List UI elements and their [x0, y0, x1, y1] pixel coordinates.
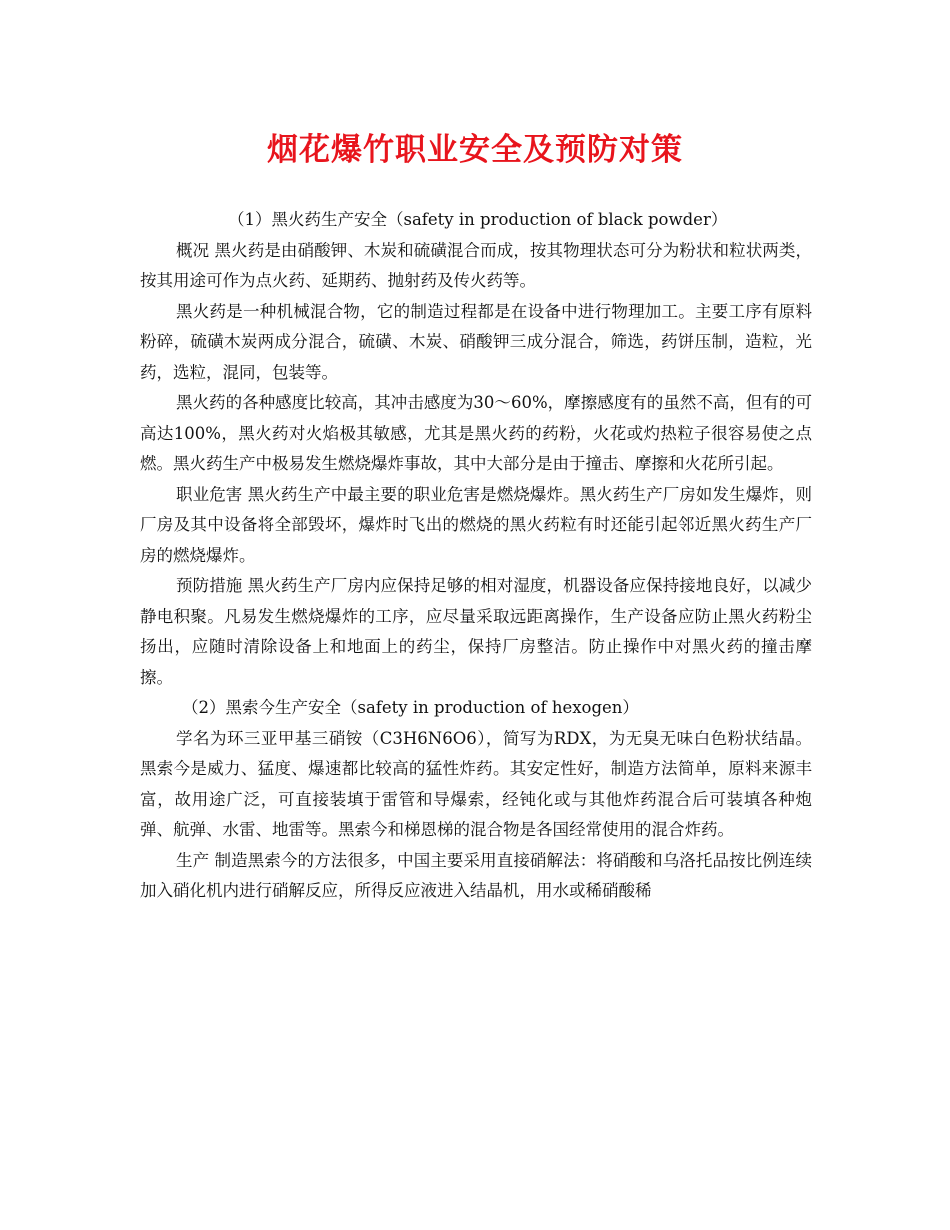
paragraph-sensitivity: 黑火药的各种感度比较高，其冲击感度为30～60%，摩擦感度有的虽然不高，但有的可高达100%，黑火药对火焰极其敏感，尤其是黑火药的药粉，火花或灼热粒子很容易使之点燃。黑火药生产中极易发生燃烧爆炸事故，其中大部分是由于撞击、摩擦和火花所引起。	[140, 393, 812, 473]
paragraph-hexogen-production: 生产 制造黑索今的方法很多，中国主要采用直接硝解法：将硝酸和乌洛托品按比例连续加入硝化机内进行硝解反应，所得反应液进入结晶机，用水或稀硝酸稀	[140, 850, 812, 900]
paragraph-hexogen-intro: 学名为环三亚甲基三硝铵（C3H6N6O6），简写为RDX，为无臭无味白色粉状结晶。黑索今是威力、猛度、爆速都比较高的猛性炸药。其安定性好，制造方法简单，原料来源丰富，故用途广泛，可直接装填于雷管和导爆索，经钝化或与其他炸药混合后可装填各种炮弹、航弹、水雷、地雷等。黑索今和梯恩梯的混合物是各国经常使用的混合炸药。	[140, 728, 812, 839]
document-body	[140, 205, 812, 907]
section-heading-black-powder: （1）黑火药生产安全（safety in production of black powder）	[228, 210, 728, 229]
paragraph-prevention: 预防措施 黑火药生产厂房内应保持足够的相对湿度，机器设备应保持接地良好，以减少静电积聚。凡易发生燃烧爆炸的工序，应尽量采取远距离操作，生产设备应防止黑火药粉尘扬出，应随时清除设备上和地面上的药尘，保持厂房整洁。防止操作中对黑火药的撞击摩擦。	[140, 576, 812, 687]
paragraph-hazards: 职业危害 黑火药生产中最主要的职业危害是燃烧爆炸。黑火药生产厂房如发生爆炸，则厂房及其中设备将全部毁坏，爆炸时飞出的燃烧的黑火药粒有时还能引起邻近黑火药生产厂房的燃烧爆炸。	[140, 484, 812, 565]
paragraph-overview: 概况 黑火药是由硝酸钾、木炭和硫磺混合而成，按其物理状态可分为粉状和粒状两类，按其用途可作为点火药、延期药、抛射药及传火药等。	[140, 240, 812, 290]
page-title: 烟花爆竹职业安全及预防对策	[267, 132, 683, 168]
paragraph-process: 黑火药是一种机械混合物，它的制造过程都是在设备中进行物理加工。主要工序有原料粉碎，硫磺木炭两成分混合，硫磺、木炭、硝酸钾三成分混合，筛选，药饼压制，造粒，光药，选粒，混同，包装等。	[140, 301, 812, 382]
section-heading-hexogen: （2）黑索今生产安全（safety in production of hexogen）	[182, 698, 639, 717]
